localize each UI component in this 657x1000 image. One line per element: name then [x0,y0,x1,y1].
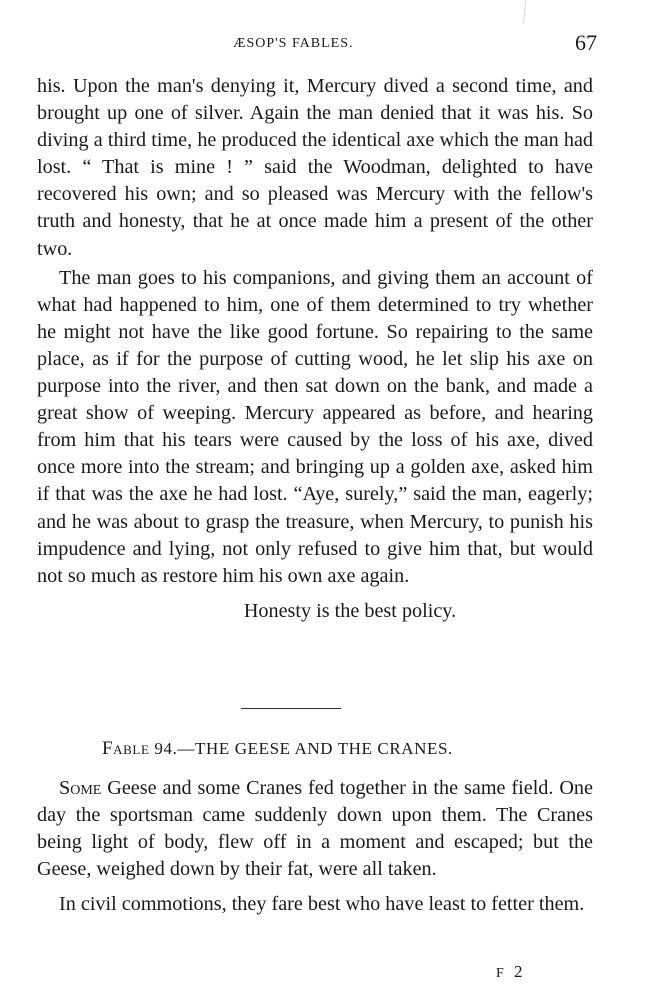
paragraph-text: Geese and some Cranes fed together in the same field. One day the sportsman came suddenly down upon them. The Cranes being light of body, flew off in a moment and escaped; but the Geese, weighed down by their fat, were all taken. [37,777,593,881]
margin-mark [523,0,531,24]
fable-heading [102,738,453,760]
paragraph: his. Upon the man's denying it, Mercury dived a second time, and brought up one of silver. Again the man denied that it was his. So diving a third time, he produced the identical axe which the man had lost. “ That is mine ! ” said the Woodman, delighted to have recovered his own; and so pleased was Mercury with the fellow's truth and honesty, that he at once made him a present of the other two. [37,75,593,260]
fable-94-body [37,775,593,918]
fable-93-continuation [37,73,593,625]
fable-heading-label: Fable [102,738,150,759]
page-number: 67 [575,30,597,55]
fable-heading-title: 94.—THE GEESE AND THE CRANES. [154,739,453,758]
signature-letter: F [496,966,507,981]
moral-line: In civil commotions, they fare best who have least to fetter them. [59,893,585,916]
paragraph [37,775,593,883]
running-title: ÆSOP'S FABLES. [233,36,354,51]
moral-line: Honesty is the best policy. [243,599,457,622]
paragraph: The man goes to his companions, and giving them an account of what had happened to him, one of them determined to try whether he might not have the like good fortune. So repairing to the same place, as if for the purpose of cutting wood, he let slip his axe on purpose into the river, and then sat down on the bank, and made a great show of weeping. Mercury appeared as before, and hearing from him that his tears were caused by the loss of his axe, dived once more into the stream; and bringing up a golden axe, asked him if that was the axe he had lost. “Aye, surely,” said the man, eagerly; and he was about to grasp the treasure, when Mercury, to punish his impudence and lying, not only refused to give him that, but would not so much as restore him his own axe again. [37,266,593,587]
printer-signature [496,962,526,982]
section-divider [241,708,341,709]
signature-number: 2 [514,962,526,981]
running-head [37,30,597,56]
opening-word: Some [59,777,102,799]
